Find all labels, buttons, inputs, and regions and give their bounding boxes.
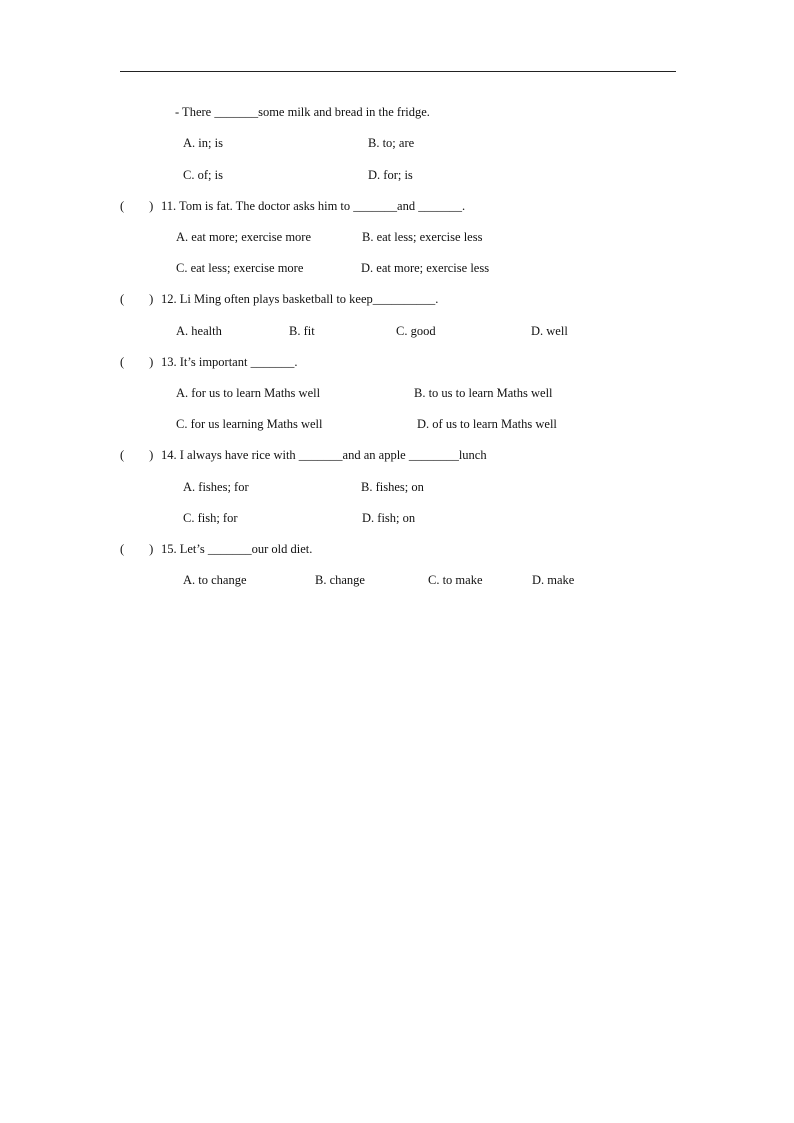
q15-option-d: D. make (532, 573, 575, 587)
q11-answer-blank[interactable]: ( ) (120, 199, 154, 213)
q14-option-a: A. fishes; for (183, 480, 249, 494)
q11-question: 11. Tom is fat. The doctor asks him to _______and _______. (161, 199, 466, 213)
q11-option-c: C. eat less; exercise more (176, 261, 304, 275)
q15-option-b: B. change (315, 573, 365, 587)
q13-option-a: A. for us to learn Maths well (176, 386, 321, 400)
q10-option-c: C. of; is (183, 168, 223, 182)
q13-option-d: D. of us to learn Maths well (417, 417, 557, 431)
q15-option-c: C. to make (428, 573, 483, 587)
q11-option-b: B. eat less; exercise less (362, 230, 483, 244)
q12-option-b: B. fit (289, 324, 315, 338)
q14-answer-blank[interactable]: ( ) (120, 448, 154, 462)
q12-option-d: D. well (531, 324, 568, 338)
q12-answer-blank[interactable]: ( ) (120, 292, 154, 306)
q14-option-b: B. fishes; on (361, 480, 424, 494)
q15-option-a: A. to change (183, 573, 247, 587)
q11-option-a: A. eat more; exercise more (176, 230, 312, 244)
q10-option-b: B. to; are (368, 136, 415, 150)
q12-option-a: A. health (176, 324, 222, 338)
q13-option-b: B. to us to learn Maths well (414, 386, 553, 400)
header-rule (120, 71, 676, 72)
q13-question: 13. It’s important _______. (161, 355, 298, 369)
q13-answer-blank[interactable]: ( ) (120, 355, 154, 369)
q10-option-a: A. in; is (183, 136, 223, 150)
q12-option-c: C. good (396, 324, 436, 338)
q14-question: 14. I always have rice with _______and an apple ________lunch (161, 448, 487, 462)
q14-option-d: D. fish; on (362, 511, 416, 525)
q13-option-c: C. for us learning Maths well (176, 417, 323, 431)
q10-question: - There _______some milk and bread in the fridge. (175, 105, 430, 119)
q12-question: 12. Li Ming often plays basketball to keep__________. (161, 292, 439, 306)
q14-option-c: C. fish; for (183, 511, 238, 525)
q11-option-d: D. eat more; exercise less (361, 261, 490, 275)
q15-question: 15. Let’s _______our old diet. (161, 542, 313, 556)
q10-option-d: D. for; is (368, 168, 413, 182)
q15-answer-blank[interactable]: ( ) (120, 542, 154, 556)
